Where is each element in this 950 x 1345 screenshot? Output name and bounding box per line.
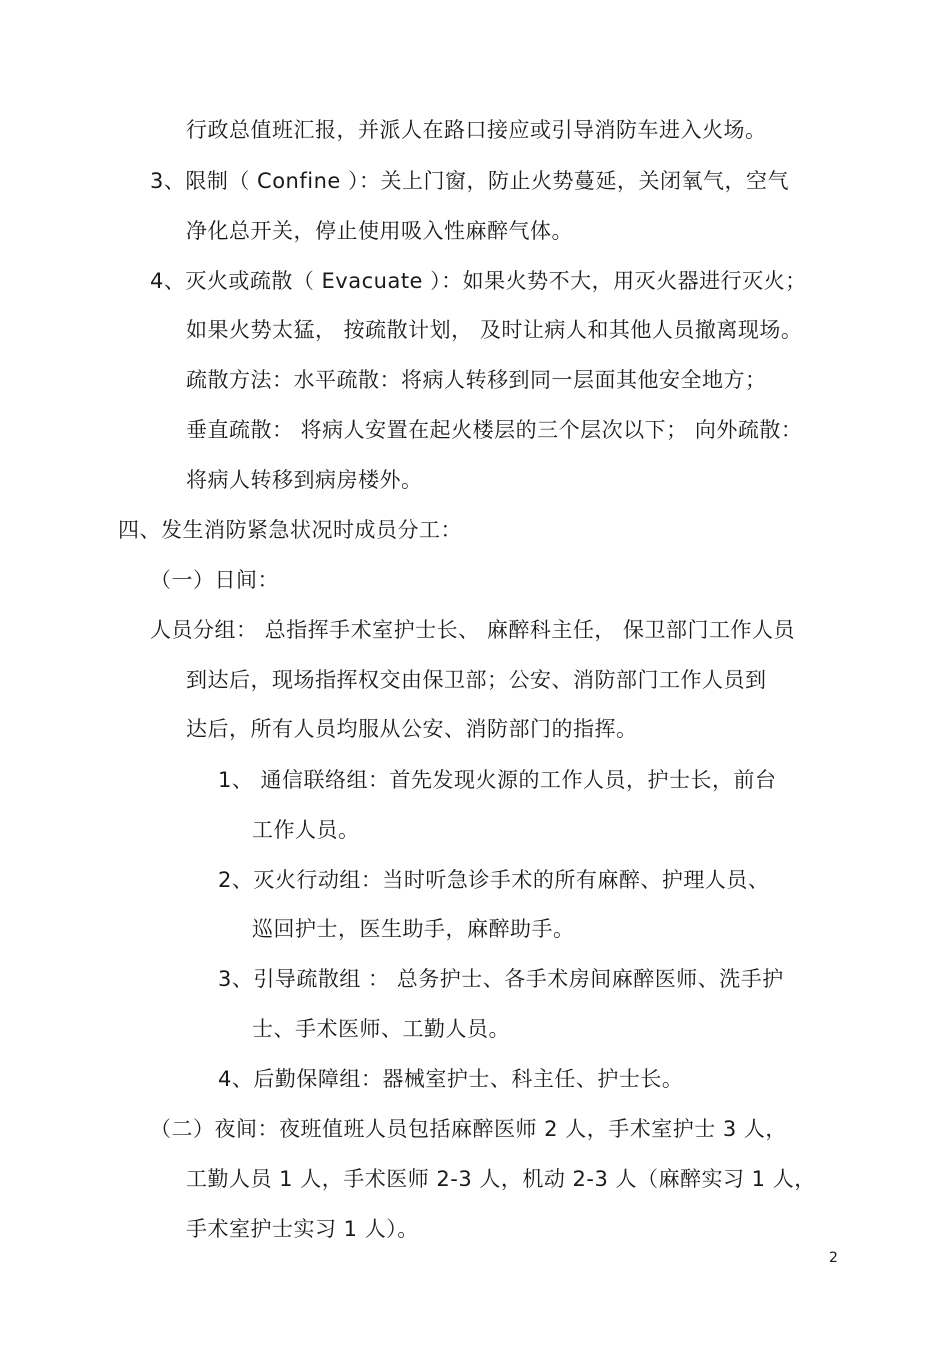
- list-item: 4、后勤保障组：器械室护士、科主任、护士长。: [218, 1067, 684, 1091]
- text-line: 达后，所有人员均服从公安、消防部门的指挥。: [186, 717, 638, 741]
- text-line: 行政总值班汇报，并派人在路口接应或引导消防车进入火场。: [186, 118, 767, 142]
- text-line: 到达后，现场指挥权交由保卫部；公安、消防部门工作人员到: [186, 668, 767, 692]
- text-line: 疏散方法：水平疏散：将病人转移到同一层面其他安全地方；: [186, 368, 767, 392]
- list-item: 1、 通信联络组：首先发现火源的工作人员，护士长，前台: [218, 768, 777, 792]
- section-heading: 四、发生消防紧急状况时成员分工：: [118, 518, 462, 542]
- page-number: 2: [829, 1250, 838, 1266]
- text-line: 手术室护士实习 1 人）。: [186, 1217, 419, 1241]
- text-line: 3、限制（ Confine ）：关上门窗，防止火势蔓延，关闭氧气，空气: [150, 169, 789, 193]
- text-line: 如果火势太猛， 按疏散计划， 及时让病人和其他人员撤离现场。: [186, 318, 803, 342]
- text-line: 净化总开关，停止使用吸入性麻醉气体。: [186, 219, 573, 243]
- text-line: 士、手术医师、工勤人员。: [252, 1017, 510, 1041]
- list-item: 2、灭火行动组：当时听急诊手术的所有麻醉、护理人员、: [218, 868, 770, 892]
- text-line: 4、灭火或疏散（ Evacuate ）：如果火势不大，用灭火器进行灭火；: [150, 269, 807, 293]
- text-line: 巡回护士，医生助手，麻醉助手。: [252, 917, 575, 941]
- subsection-heading: （一）日间：: [150, 568, 279, 592]
- text-line: 垂直疏散： 将病人安置在起火楼层的三个层次以下； 向外疏散：: [186, 418, 803, 442]
- text-line: 人员分组： 总指挥手术室护士长、 麻醉科主任， 保卫部门工作人员: [150, 618, 796, 642]
- text-line: 工作人员。: [252, 818, 360, 842]
- text-line: 工勤人员 1 人，手术医师 2-3 人，机动 2-3 人（麻醉实习 1 人，: [186, 1167, 816, 1191]
- text-line: 将病人转移到病房楼外。: [186, 468, 423, 492]
- subsection-heading: （二）夜间：夜班值班人员包括麻醉医师 2 人，手术室护士 3 人，: [150, 1117, 787, 1141]
- list-item: 3、引导疏散组 ： 总务护士、各手术房间麻醉医师、洗手护: [218, 967, 784, 991]
